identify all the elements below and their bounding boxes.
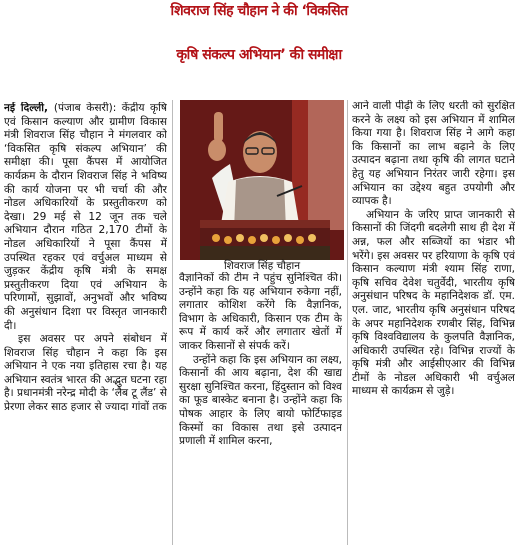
article-paragraph: वैज्ञानिकों की टीम ने पहुंच सुनिश्चित की। उन्होंने कहा कि यह अभियान रुकेगा नहीं, लगातार कोशिश करेंगे कि वैज्ञानिक, विभाग के अधिकारी, किसान एक टीम के रूप में कार्य करें और लगातार खेतों में जाकर किसानों से संपर्क करें। [179, 272, 342, 352]
article-column-3 [352, 100, 515, 545]
article-paragraph: आने वाली पीढ़ी के लिए धरती को सुरक्षित करने के लक्ष्य को इस अभियान में शामिल किया गया है। शिवराज सिंह ने आगे कहा कि किसानों का लाभ बढ़ाने के लिए उत्पादन बढ़ाना तथा कृषि की लागत घटाने हेतु यह अभियान निरंतर जारी रहेगा। इस अभियान का उद्देश्य बहुत उपयोगी और व्यापक है। [352, 100, 515, 208]
dateline: नई दिल्ली, [4, 102, 54, 114]
article-column-2 [179, 272, 342, 545]
article-paragraph: इस अवसर पर अपने संबोधन में शिवराज सिंह चौहान ने कहा कि इस अभियान ने एक नया इतिहास रचा है। यह अभियान स्वतंत्र भारत की अद्भुत घटना रहा है। प्रधानमंत्री नरेन्द्र मोदी के ‘लैब टू लैंड’ से प्रेरणा लेकर साठ हजार से ज्यादा गांवों तक [4, 333, 167, 414]
article-paragraph: उन्होंने कहा कि इस अभियान का लक्ष्य, किसानों की आय बढ़ाना, देश की खाद्य सुरक्षा सुनिश्चित करना, हिंदुस्तान को विश्व का फूड बास्केट बनाना है। उन्होंने कहा कि पोषक आहार के लिए बायो फोर्टिफाइड किस्मों का विकास तथा इसे उत्पादन प्रणाली में शामिल करना, [179, 353, 342, 448]
column-rule [347, 100, 348, 545]
news-source: (पंजाब केसरी): [53, 102, 117, 114]
article-column-1 [4, 102, 167, 545]
speaker-photo [180, 100, 344, 260]
headline-line-1: शिवराज सिंह चौहान ने की ‘विकसित [170, 3, 348, 19]
column-rule [172, 100, 173, 545]
photo-caption: शिवराज सिंह चौहान [223, 260, 301, 272]
headline-line-2: कृषि संकल्प अभियान’ की समीक्षा [176, 47, 342, 63]
article-paragraph [4, 102, 167, 333]
paragraph-text: केंद्रीय कृषि एवं किसान कल्याण और ग्रामीण विकास मंत्री शिवराज सिंह चौहान ने मंगलवार को ‘विकसित कृषि संकल्प अभियान’ की समीक्षा की। पूसा कैंपस में आयोजित कार्यक्रम के दौरान शिवराज सिंह ने भविष्य की कार्य योजना पर भी चर्चा की और नोडल अधिकारियों के प्रस्तुतीकरण को देखा। 29 मई से 12 जून तक चले अभियान दौरान गठित 2,170 टीमों के नोडल अधिकारियों ने पूसा कैंपस में उपस्थित रहकर एवं वर्चुअल माध्यम से जुड़कर केंद्रीय कृषि मंत्री के समक्ष प्रस्तुतीकरण दिया एवं अभियान के परिणामों, सुझावों, अनुभवों और भविष्य की अनुसंधान दिशा पर विस्तृत जानकारी दी। [4, 102, 167, 332]
speaker-raising-finger-photo [180, 100, 344, 260]
article-paragraph: अभियान के जरिए प्राप्त जानकारी से किसानों की जिंदगी बदलेगी साथ ही देश में अन्न, फल और सब्जियों का भंडार भी भरेंगे। इस अवसर पर हरियाणा के कृषि एवं किसान कल्याण मंत्री श्याम सिंह राणा, कृषि सचिव देवेश चतुर्वेदी, भारतीय कृषि अनुसंधान परिषद के महानिदेशक डॉ. एम. एल. जाट, भारतीय कृषि अनुसंधान परिषद के अपर महानिदेशक रणबीर सिंह, विभिन्न कृषि विश्वविद्यालय के कुलपति वैज्ञानिक, अधिकारी उपस्थित रहे। विभिन्न राज्यों के कृषि मंत्री और आईसीएआर की विभिन्न टीमों के नोडल अधिकारी भी वर्चुअल माध्यम से कार्यक्रम से जुड़े। [352, 208, 515, 398]
